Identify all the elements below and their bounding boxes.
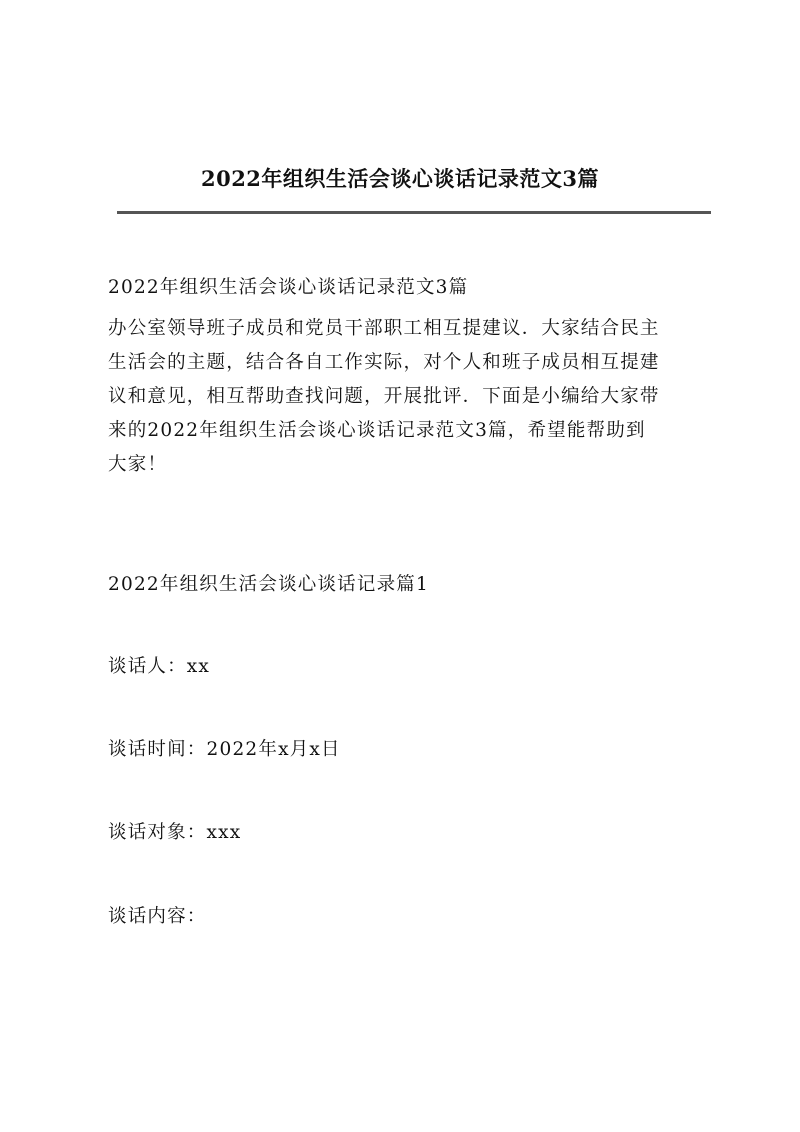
section-heading: 2022年组织生活会谈心谈话记录篇1 (108, 574, 429, 595)
speaker-field: 谈话人：xx (108, 656, 211, 677)
title-divider (117, 211, 711, 214)
intro-paragraph-line: 生活会的主题，结合各自工作实际，对个人和班子成员相互提建 (108, 352, 660, 373)
intro-heading: 2022年组织生活会谈心谈话记录范文3篇 (108, 277, 469, 298)
intro-paragraph-line: 来的2022年组织生活会谈心谈话记录范文3篇，希望能帮助到 (108, 420, 646, 441)
target-field: 谈话对象：xxx (108, 822, 242, 843)
document-title: 2022年组织生活会谈心谈话记录范文3篇 (200, 166, 600, 191)
intro-paragraph-line: 办公室领导班子成员和党员干部职工相互提建议．大家结合民主 (108, 318, 660, 339)
content-field: 谈话内容： (108, 906, 207, 927)
intro-paragraph-line: 议和意见，相互帮助查找问题，开展批评．下面是小编给大家带 (108, 386, 660, 407)
intro-paragraph-line: 大家！ (108, 454, 168, 475)
time-field: 谈话时间：2022年x月x日 (108, 739, 341, 760)
intro-paragraph (108, 312, 708, 482)
